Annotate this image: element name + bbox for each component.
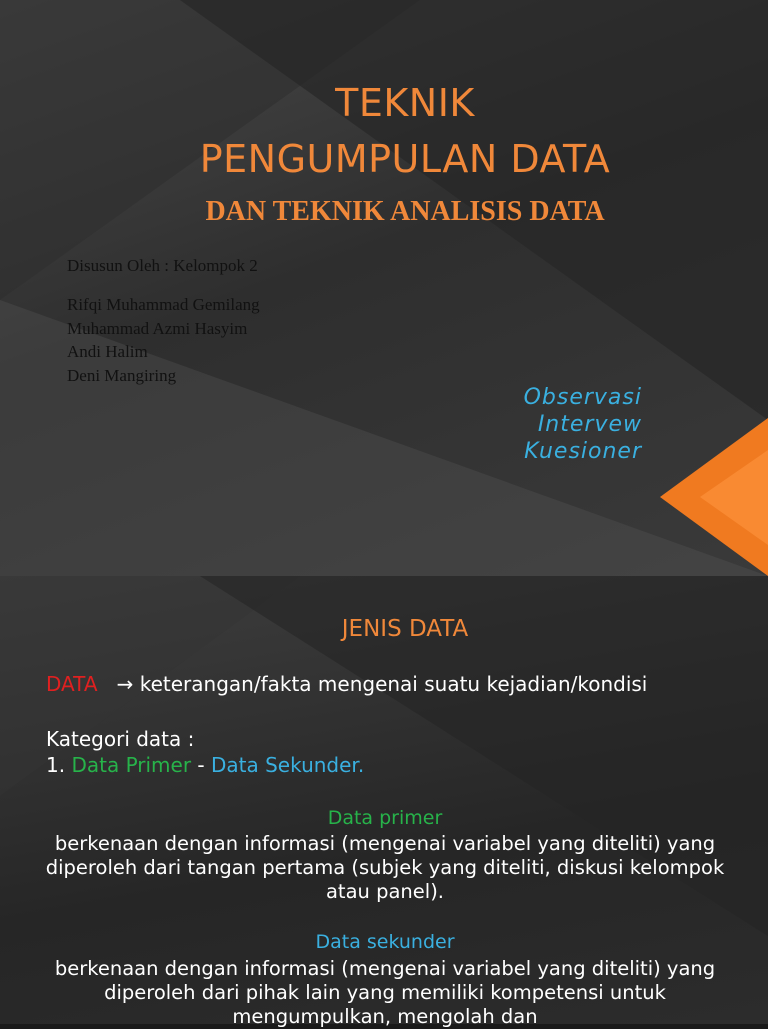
arrow-icon: → <box>116 672 134 696</box>
author-name: Deni Mangiring <box>67 365 177 385</box>
method-item: Intervew <box>537 412 642 437</box>
secondary-text: berkenaan dengan informasi (mengenai variabel yang diteliti) yang diperoleh dari pihak lain yang memiliki kompetensi untuk mengumpulkan, mengolah dan <box>54 957 716 1028</box>
author-name: Andi Halim <box>67 342 148 361</box>
author-name: Rifqi Muhammad Gemilang <box>67 295 260 314</box>
category-separator: - <box>197 753 205 777</box>
author-list <box>67 293 260 387</box>
slide2-title: JENIS DATA <box>341 616 469 642</box>
author-heading: Disusun Oleh : Kelompok 2 <box>67 256 258 275</box>
title-line-1: TEKNIK <box>335 81 475 125</box>
category-secondary: Data Sekunder. <box>211 753 365 777</box>
data-definition <box>46 672 647 696</box>
primary-text: berkenaan dengan informasi (mengenai variabel yang diteliti) yang diperoleh dari tangan pertama (subjek yang diteliti, diskusi kelompok atau panel). <box>45 832 725 903</box>
primary-heading: Data primer <box>327 807 443 829</box>
category-primary: Data Primer <box>71 753 192 777</box>
method-item: Kuesioner <box>524 439 642 464</box>
definition-text: keterangan/fakta mengenai suatu kejadian/kondisi <box>139 672 648 696</box>
author-name: Muhammad Azmi Hasyim <box>67 318 248 338</box>
title-line-2: PENGUMPULAN DATA <box>199 137 611 181</box>
category-number: 1. <box>46 753 66 777</box>
subtitle: DAN TEKNIK ANALISIS DATA <box>205 196 605 227</box>
category-label: Kategori data : <box>46 727 195 751</box>
category-list-item <box>46 753 364 777</box>
method-item: Observasi <box>523 385 642 410</box>
secondary-heading: Data sekunder <box>315 931 455 953</box>
method-list <box>524 384 642 465</box>
definition-term: DATA <box>46 672 98 696</box>
